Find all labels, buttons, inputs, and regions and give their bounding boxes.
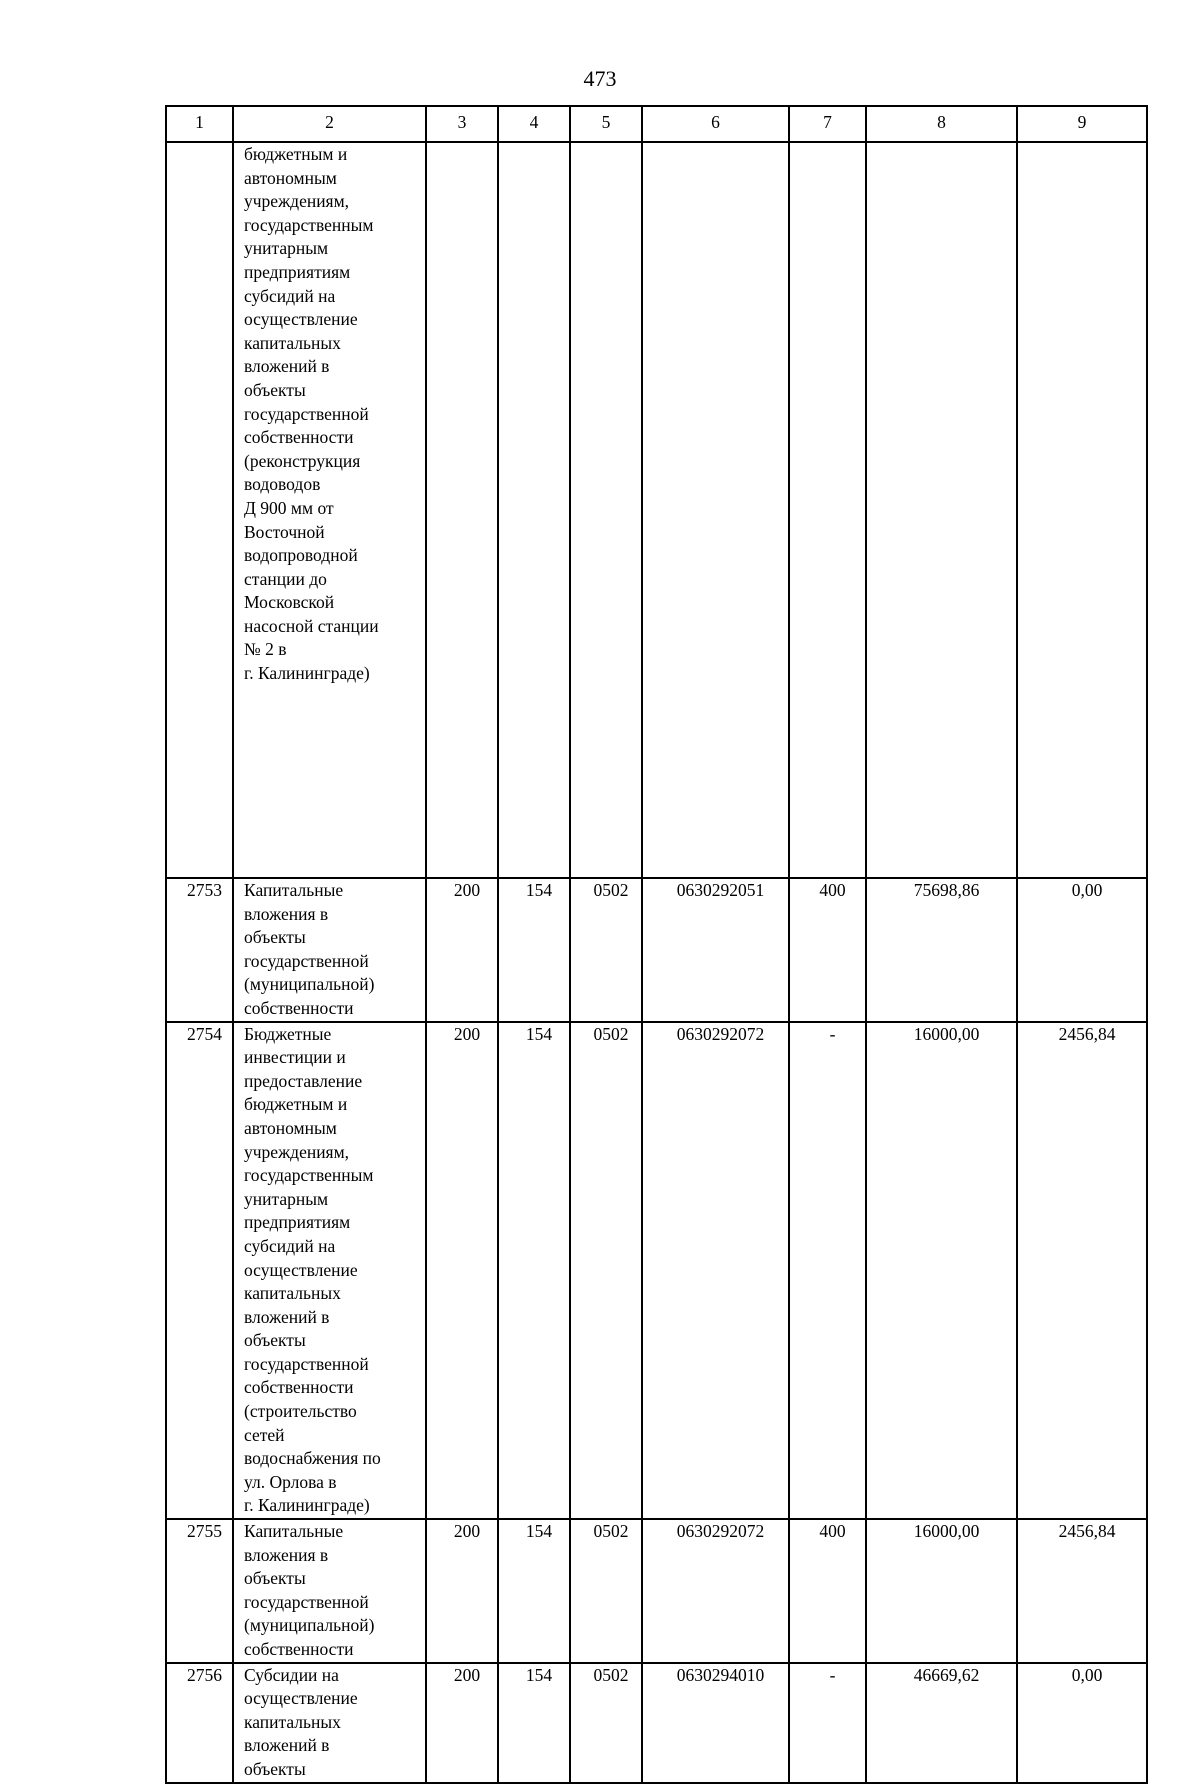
description-line: Капитальные xyxy=(244,1521,344,1542)
description-line: вложения в xyxy=(244,1544,329,1565)
table-row xyxy=(166,1519,1147,1663)
description-line: собственности xyxy=(244,1639,354,1659)
value-cell-c4: 154 xyxy=(498,878,570,1022)
value-cell-c7 xyxy=(789,142,866,878)
description-line: вложения в xyxy=(244,903,329,924)
column-header: 6 xyxy=(642,106,789,142)
value-cell-c3: 200 xyxy=(426,1022,498,1519)
description-line: Восточной xyxy=(244,521,325,542)
description-line: бюджетным и xyxy=(244,1094,348,1115)
description-line: капитальных xyxy=(244,1711,341,1732)
description-line: сетей xyxy=(244,1424,285,1445)
column-header: 7 xyxy=(789,106,866,142)
description-line: унитарным xyxy=(244,238,329,259)
value-cell-c9: 0,00 xyxy=(1017,1663,1147,1783)
description-line: государственной xyxy=(244,403,369,424)
description-line: Д 900 мм от xyxy=(244,497,334,518)
value-cell-c5: 0502 xyxy=(570,1663,642,1783)
description-line: государственной xyxy=(244,1591,369,1612)
description-line: автономным xyxy=(244,167,337,188)
value-cell-c4: 154 xyxy=(498,1663,570,1783)
budget-table xyxy=(165,105,1148,1784)
value-cell-c7: - xyxy=(789,1663,866,1783)
table-row xyxy=(166,1663,1147,1783)
column-header: 3 xyxy=(426,106,498,142)
value-cell-c5: 0502 xyxy=(570,1519,642,1663)
description-line: предоставление xyxy=(244,1070,363,1091)
description-line: учреждениям, xyxy=(244,1141,350,1162)
description-line: капитальных xyxy=(244,1283,341,1304)
row-number-cell: 2754 xyxy=(166,1022,233,1519)
description-line: государственной xyxy=(244,950,369,971)
row-number-cell xyxy=(166,142,233,878)
description-line: объекты xyxy=(244,1758,306,1779)
description-line: № 2 в xyxy=(244,639,287,660)
description-line: (реконструкция xyxy=(244,450,361,471)
description-line: предприятиям xyxy=(244,1212,351,1233)
value-cell-c3 xyxy=(426,142,498,878)
description-line: собственности xyxy=(244,1377,354,1398)
description-line: собственности xyxy=(244,427,354,448)
value-cell-c7: - xyxy=(789,1022,866,1519)
table-body xyxy=(166,142,1147,1783)
description-cell xyxy=(233,1519,426,1663)
value-cell-c8: 75698,86 xyxy=(866,878,1017,1022)
value-cell-c3: 200 xyxy=(426,1519,498,1663)
description-line: объекты xyxy=(244,1568,306,1589)
value-cell-c6: 0630292072 xyxy=(642,1022,789,1519)
value-cell-c3: 200 xyxy=(426,878,498,1022)
value-cell-c6: 0630294010 xyxy=(642,1663,789,1783)
description-line: Бюджетные xyxy=(244,1023,332,1044)
table-row xyxy=(166,1022,1147,1519)
table-header-row xyxy=(166,106,1147,142)
value-cell-c8: 46669,62 xyxy=(866,1663,1017,1783)
description-line: субсидий на xyxy=(244,285,336,306)
description-line: осуществление xyxy=(244,1259,358,1280)
description-cell xyxy=(233,1022,426,1519)
description-line: г. Калининграде) xyxy=(244,1495,370,1516)
description-line: Капитальные xyxy=(244,880,344,900)
value-cell-c6: 0630292072 xyxy=(642,1519,789,1663)
description-line: г. Калининграде) xyxy=(244,663,370,684)
description-line: (строительство xyxy=(244,1401,357,1422)
description-line: Московской xyxy=(244,592,335,613)
value-cell-c5: 0502 xyxy=(570,1022,642,1519)
value-cell-c7: 400 xyxy=(789,1519,866,1663)
row-number-cell: 2753 xyxy=(166,878,233,1022)
column-header: 1 xyxy=(166,106,233,142)
description-cell xyxy=(233,878,426,1022)
value-cell-c5 xyxy=(570,142,642,878)
description-line: станции до xyxy=(244,568,327,589)
column-header: 8 xyxy=(866,106,1017,142)
description-line: Субсидии на xyxy=(244,1664,339,1685)
description-line: осуществление xyxy=(244,1688,358,1709)
value-cell-c8 xyxy=(866,142,1017,878)
value-cell-c6 xyxy=(642,142,789,878)
column-header: 4 xyxy=(498,106,570,142)
table-row xyxy=(166,142,1147,878)
description-line: учреждениям, xyxy=(244,191,350,212)
description-line: объекты xyxy=(244,927,306,948)
value-cell-c8: 16000,00 xyxy=(866,1022,1017,1519)
value-cell-c9: 2456,84 xyxy=(1017,1022,1147,1519)
description-line: вложений в xyxy=(244,356,330,377)
description-line: (муниципальной) xyxy=(244,1615,375,1636)
description-line: предприятиям xyxy=(244,261,351,282)
value-cell-c8: 16000,00 xyxy=(866,1519,1017,1663)
row-number-cell: 2756 xyxy=(166,1663,233,1783)
description-line: инвестиции и xyxy=(244,1047,346,1068)
description-line: объекты xyxy=(244,1330,306,1351)
description-line: водоснабжения по xyxy=(244,1448,381,1469)
description-line: государственным xyxy=(244,214,374,235)
value-cell-c4 xyxy=(498,142,570,878)
description-line: вложений в xyxy=(244,1735,330,1756)
table-row xyxy=(166,878,1147,1022)
description-line: капитальных xyxy=(244,332,341,353)
description-line: (муниципальной) xyxy=(244,974,375,995)
description-line: субсидий на xyxy=(244,1235,336,1256)
description-line: водопроводной xyxy=(244,545,358,566)
description-line: собственности xyxy=(244,997,354,1018)
page-number: 473 xyxy=(583,66,617,91)
description-line: осуществление xyxy=(244,309,358,330)
description-line: насосной станции xyxy=(244,615,379,636)
row-number-cell: 2755 xyxy=(166,1519,233,1663)
description-line: государственной xyxy=(244,1353,369,1374)
description-line: бюджетным и xyxy=(244,144,348,164)
column-header: 2 xyxy=(233,106,426,142)
description-cell xyxy=(233,1663,426,1783)
description-line: унитарным xyxy=(244,1188,329,1209)
value-cell-c9: 0,00 xyxy=(1017,878,1147,1022)
value-cell-c9 xyxy=(1017,142,1147,878)
description-cell xyxy=(233,142,426,878)
value-cell-c4: 154 xyxy=(498,1519,570,1663)
column-header: 5 xyxy=(570,106,642,142)
value-cell-c9: 2456,84 xyxy=(1017,1519,1147,1663)
description-line: водоводов xyxy=(244,474,321,495)
value-cell-c4: 154 xyxy=(498,1022,570,1519)
description-line: государственным xyxy=(244,1165,374,1186)
description-line: вложений в xyxy=(244,1306,330,1327)
value-cell-c3: 200 xyxy=(426,1663,498,1783)
description-line: ул. Орлова в xyxy=(244,1471,337,1492)
value-cell-c5: 0502 xyxy=(570,878,642,1022)
description-line: объекты xyxy=(244,379,306,400)
description-line: автономным xyxy=(244,1117,337,1138)
column-header: 9 xyxy=(1017,106,1147,142)
value-cell-c7: 400 xyxy=(789,878,866,1022)
value-cell-c6: 0630292051 xyxy=(642,878,789,1022)
